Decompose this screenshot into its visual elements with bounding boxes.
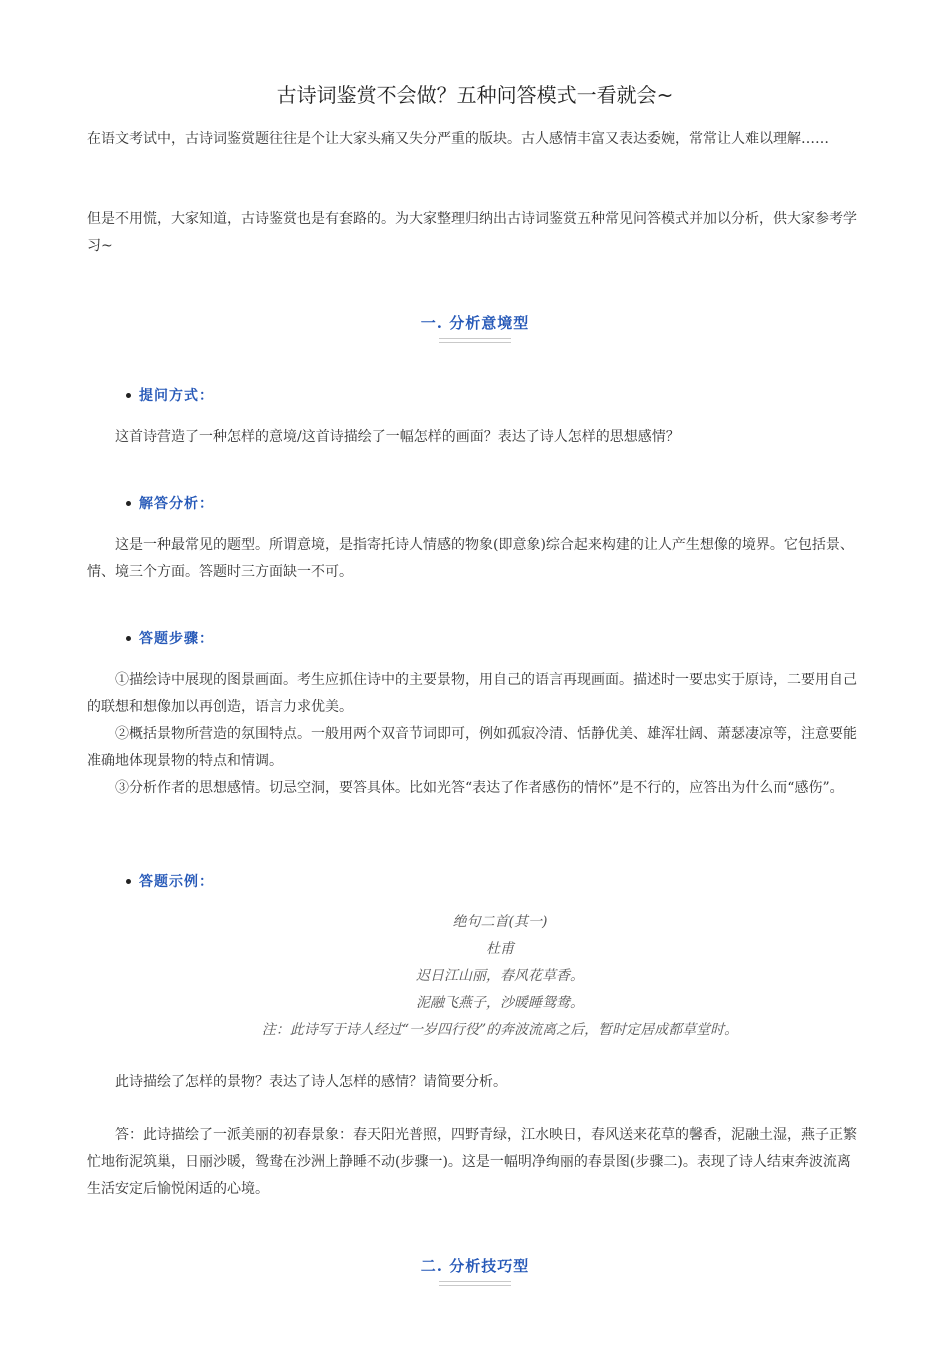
question-method-bullet: [126, 385, 214, 407]
section-2-heading-underline: [439, 1281, 511, 1286]
section-1-heading: [0, 311, 950, 343]
step-2-text: ②概括景物所营造的氛围特点。一般用两个双音节词即可，例如孤寂冷清、恬静优美、雄浑壮阔、萧瑟凄凉等，注意要能准确地体现景物的特点和情调。: [87, 726, 857, 769]
bullet-dot-icon: [126, 393, 131, 398]
poem-block: [0, 909, 950, 1044]
bullet-dot-icon: [126, 879, 131, 884]
intro-paragraph-1: 在语文考试中，古诗词鉴赏题往往是个让大家头痛又失分严重的版块。古人感情丰富又表达委婉，常常让人难以理解……: [87, 131, 829, 147]
example-label: 答题示例：: [139, 874, 214, 890]
analysis-bullet: [126, 493, 214, 515]
poem-title: 绝句二首(其一): [452, 914, 548, 930]
poem-line-2: 泥融飞燕子，沙暖睡鸳鸯。: [416, 995, 584, 1011]
intro-paragraph-2: 但是不用慌，大家知道，古诗鉴赏也是有套路的。为大家整理归纳出古诗词鉴赏五种常见问答模式并加以分析，供大家参考学习~: [87, 211, 857, 254]
steps-bullet: [126, 628, 214, 650]
poem-line-1: 迟日江山丽，春风花草香。: [416, 968, 584, 984]
section-1-heading-underline: [439, 338, 511, 343]
steps-label: 答题步骤：: [139, 631, 214, 647]
analysis-label: 解答分析：: [139, 496, 214, 512]
poem-author: 杜甫: [486, 941, 514, 957]
page-title: 古诗词鉴赏不会做？五种问答模式一看就会~: [276, 83, 674, 107]
section-2-heading-label: 二. 分析技巧型: [420, 1257, 530, 1275]
step-1-text: ①描绘诗中展现的图景画面。考生应抓住诗中的主要景物，用自己的语言再现画面。描述时一要忠实于原诗，二要用自己的联想和想像加以再创造，语言力求优美。: [87, 672, 857, 715]
analysis-text: 这是一种最常见的题型。所谓意境，是指寄托诗人情感的物象(即意象)综合起来构建的让人产生想像的境界。它包括景、情、境三个方面。答题时三方面缺一不可。: [87, 537, 854, 580]
bullet-dot-icon: [126, 501, 131, 506]
section-1-heading-label: 一. 分析意境型: [420, 314, 530, 332]
question-method-text: 这首诗营造了一种怎样的意境/这首诗描绘了一幅怎样的画面？表达了诗人怎样的思想感情？: [115, 429, 680, 445]
poem-note: 注：此诗写于诗人经过“一岁四行役”的奔波流离之后，暂时定居成都草堂时。: [261, 1022, 739, 1038]
example-bullet: [126, 871, 214, 893]
example-answer: 答：此诗描绘了一派美丽的初春景象：春天阳光普照，四野青绿，江水映日，春风送来花草的馨香，泥融土湿，燕子正繁忙地衔泥筑巢，日丽沙暖，鸳鸯在沙洲上静睡不动(步骤一)。这是一幅明净绚丽的春景图(步骤二)。表现了诗人结束奔波流离生活安定后愉悦闲适的心境。: [87, 1127, 857, 1197]
section-2-heading: [0, 1254, 950, 1286]
question-method-label: 提问方式：: [139, 388, 214, 404]
bullet-dot-icon: [126, 636, 131, 641]
step-3-text: ③分析作者的思想感情。切忌空洞，要答具体。比如光答“表达了作者感伤的情怀”是不行的，应答出为什么而“感伤”。: [115, 780, 844, 796]
example-question: 此诗描绘了怎样的景物？表达了诗人怎样的感情？请简要分析。: [115, 1074, 507, 1090]
